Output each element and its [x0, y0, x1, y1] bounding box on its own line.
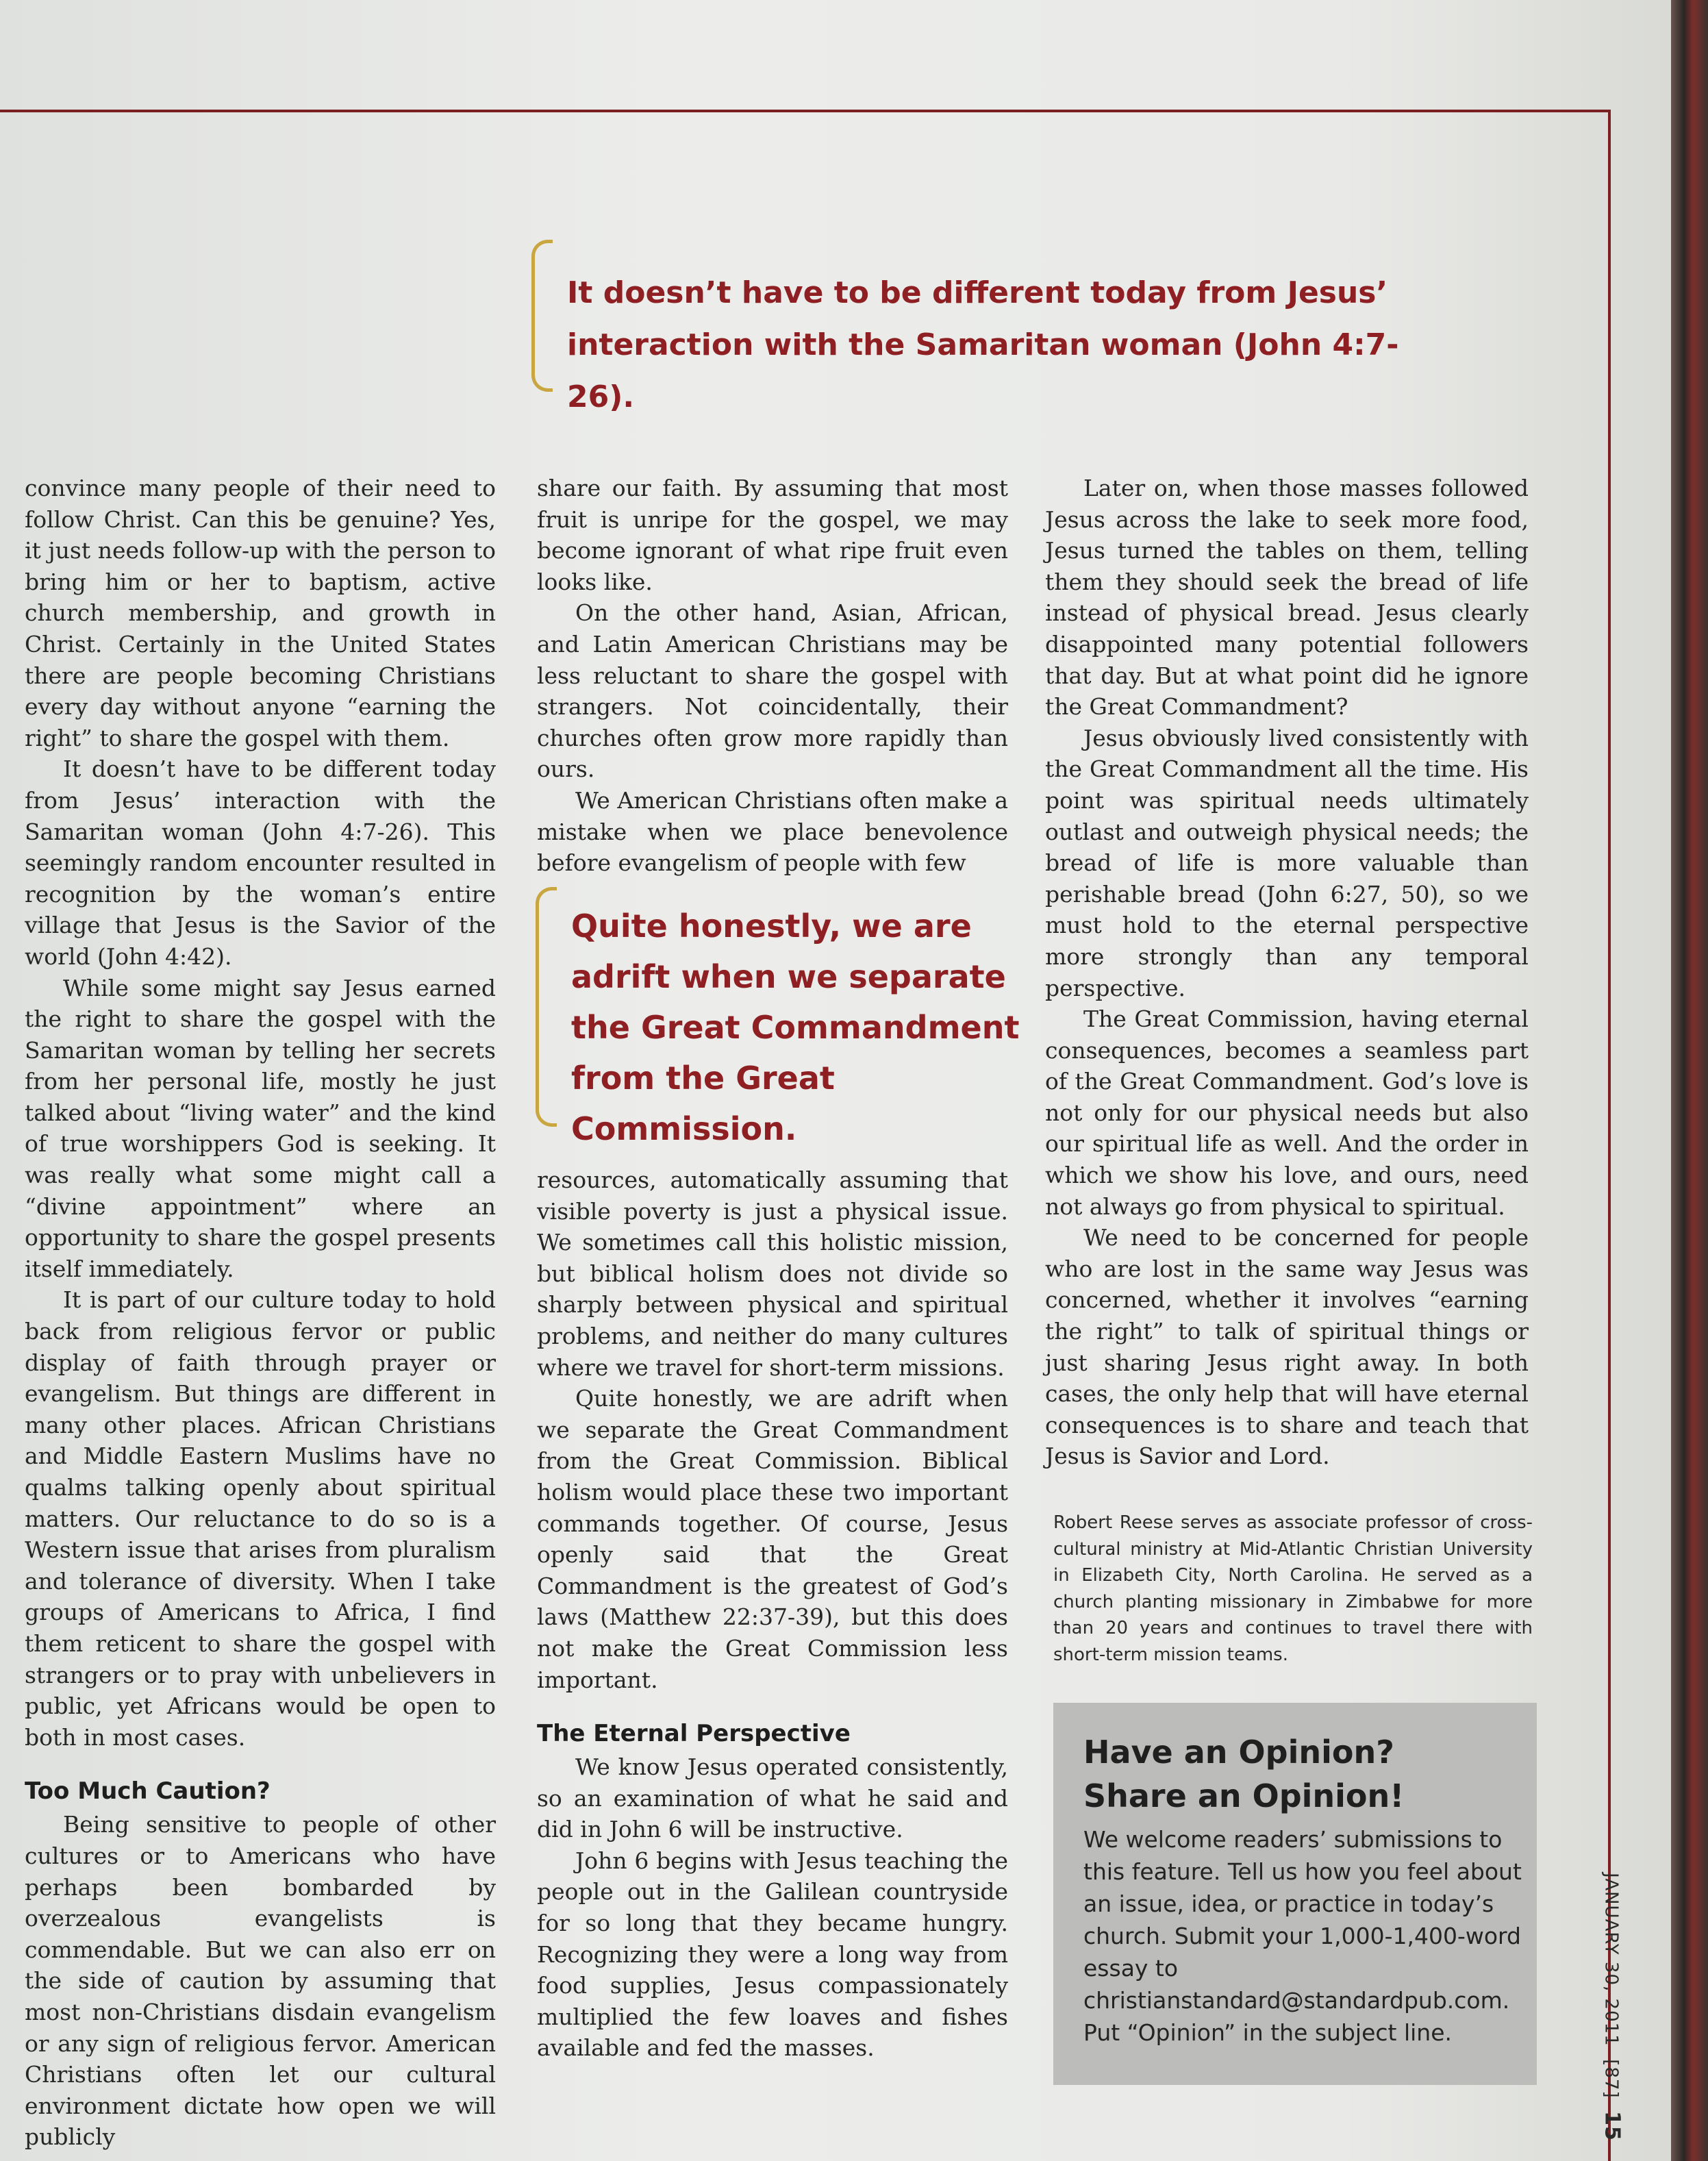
- paragraph: It doesn’t have to be different today from Jesus’ interaction with the Samaritan woman (John 4:7-26). This seemingly random encounter resulted in recognition by the woman’s entire village that Jesus is the Savior of the world (John 4:42).: [25, 755, 496, 970]
- opinion-title-line: Have an Opinion?: [1083, 1734, 1394, 1771]
- paragraph: convince many people of their need to follow Christ. Can this be genuine? Yes, it just needs follow-up with the person to bring him or her to baptism, active church membership, and growth in Christ. Certainly in the United States there are people becoming Christians every day without anyone “earning the right” to share the gospel with them.: [25, 475, 496, 751]
- paragraph: We need to be concerned for people who are lost in the same way Jesus was concerned, whether it involves “earning the right” to talk of spiritual things or just sharing Jesus right away. In both cases, the only help that will have eternal consequences is to share and teach that Jesus is Savior and Lord.: [1045, 1224, 1529, 1470]
- folio-issue: [87]: [1600, 2059, 1622, 2099]
- paragraph: The Great Commission, having eternal consequences, becomes a seamless part of the Great Commandment. God’s love is not only for our physical needs but also our spiritual life as well. And the order in which we show his love, and ours, need not always go from physical to spiritual.: [1045, 1005, 1529, 1220]
- article-column-3: [1045, 473, 1529, 1472]
- paragraph: We American Christians often make a mistake when we place benevolence before evangelism of people with few: [537, 786, 1008, 877]
- paragraph: share our faith. By assuming that most fruit is unripe for the gospel, we may become ignorant of what ripe fruit even looks like.: [537, 475, 1008, 595]
- article-column-2-bottom: [537, 1164, 1008, 2064]
- opinion-title-line: Share an Opinion!: [1083, 1777, 1405, 1814]
- opinion-title: [1083, 1730, 1522, 1818]
- paragraph: We know Jesus operated consistently, so an examination of what he said and did in John 6 will be instructive.: [537, 1753, 1008, 1843]
- paragraph: On the other hand, Asian, African, and Latin American Christians may be less reluctant to share the gospel with strangers. Not coincidentally, their churches often grow more rapidly than ours.: [537, 599, 1008, 783]
- author-bio: Robert Reese serves as associate professor of cross-cultural ministry at Mid-Atlantic Christian University in Elizabeth City, North Carolina. He served as a church planting missionary in Zimbabwe for more than 20 years and continues to travel there with short-term mission teams.: [1053, 1512, 1533, 1665]
- article-column-2-top: [537, 473, 1008, 879]
- pull-quote-bracket-middle: [536, 887, 557, 1127]
- pull-quote-middle: Quite honestly, we are adrift when we separate the Great Commandment from the Great Commission.: [571, 908, 1020, 1147]
- page-number: 15: [1600, 2111, 1624, 2141]
- paragraph: It is part of our culture today to hold back from religious fervor or public display of faith through prayer or evangelism. But things are different in many other places. African Christians and Middle Eastern Muslims have no qualms talking openly about spiritual matters. Our reluctance to do so is a Western issue that arises from pluralism and tolerance of diversity. When I take groups of Americans to Africa, I find them reticent to share the gospel with strangers or to pray with unbelievers in public, yet Africans would be open to both in most cases.: [25, 1286, 496, 1751]
- folio-date: JANUARY 30, 2011: [1600, 1873, 1622, 2047]
- pull-quote-bracket-top: [531, 240, 553, 392]
- paragraph: resources, automatically assuming that visible poverty is just a physical issue. We sometimes call this holistic mission, but biblical holism does not divide so sharply between physical and spiritual problems, and neither do many cultures where we travel for short-term missions.: [537, 1166, 1008, 1381]
- page-folio: [1598, 1873, 1626, 2141]
- article-column-1: [25, 473, 496, 2153]
- page-edge: [1671, 0, 1708, 2161]
- opinion-callout-box: [1053, 1703, 1537, 2085]
- folio-text: [1600, 1873, 1624, 2141]
- paragraph: Later on, when those masses followed Jesus across the lake to seek more food, Jesus turned the tables on them, telling them they should seek the bread of life instead of physical bread. Jesus clearly disappointed many potential followers that day. But at what point did he ignore the Great Commandment?: [1045, 475, 1529, 721]
- paragraph: Jesus obviously lived consistently with the Great Commandment all the time. His point was spiritual needs ultimately outlast and outweigh physical needs; the bread of life is more valuable than perishable bread (John 6:27, 50), so we must hold to the eternal perspective more strongly than any temporal perspective.: [1045, 724, 1529, 1001]
- frame-rule-right: [1608, 110, 1611, 2161]
- paragraph: Quite honestly, we are adrift when we separate the Great Commandment from the Great Commission. Biblical holism would place these two important commands together. Of course, Jesus openly said that the Great Commandment is the greatest of God’s laws (Matthew 22:37-39), but this does not make the Great Commission less important.: [537, 1385, 1008, 1693]
- frame-rule-top: [0, 110, 1611, 112]
- section-heading: Too Much Caution?: [25, 1777, 271, 1806]
- section-heading: The Eternal Perspective: [537, 1720, 851, 1748]
- paragraph: Being sensitive to people of other cultures or to Americans who have perhaps been bombarded by overzealous evangelists is commendable. But we can also err on the side of caution by assuming that most non-Christians disdain evangelism or any sign of religious fervor. American Christians often let our cultural environment dictate how open we will publicly: [25, 1811, 496, 2151]
- pull-quote-top: It doesn’t have to be different today from Jesus’ interaction with the Samaritan woman (John 4:7-26).: [567, 275, 1399, 414]
- paragraph: John 6 begins with Jesus teaching the people out in the Galilean countryside for so long that they became hungry. Recognizing they were a long way from food supplies, Jesus compassionately multiplied the few loaves and fishes available and fed the masses.: [537, 1847, 1008, 2062]
- opinion-body: We welcome readers’ submissions to this feature. Tell us how you feel about an issue, idea, or practice in today’s church. Submit your 1,000-1,400-word essay to christianstandard@standardpub.com. Put “Opinion” in the subject line.: [1083, 1826, 1522, 2046]
- paragraph: While some might say Jesus earned the right to share the gospel with the Samaritan woman by telling her secrets from her personal life, mostly he just talked about “living water” and the kind of true worshippers God is seeking. It was really what some might call a “divine appointment” where an opportunity to share the gospel presents itself immediately.: [25, 974, 496, 1282]
